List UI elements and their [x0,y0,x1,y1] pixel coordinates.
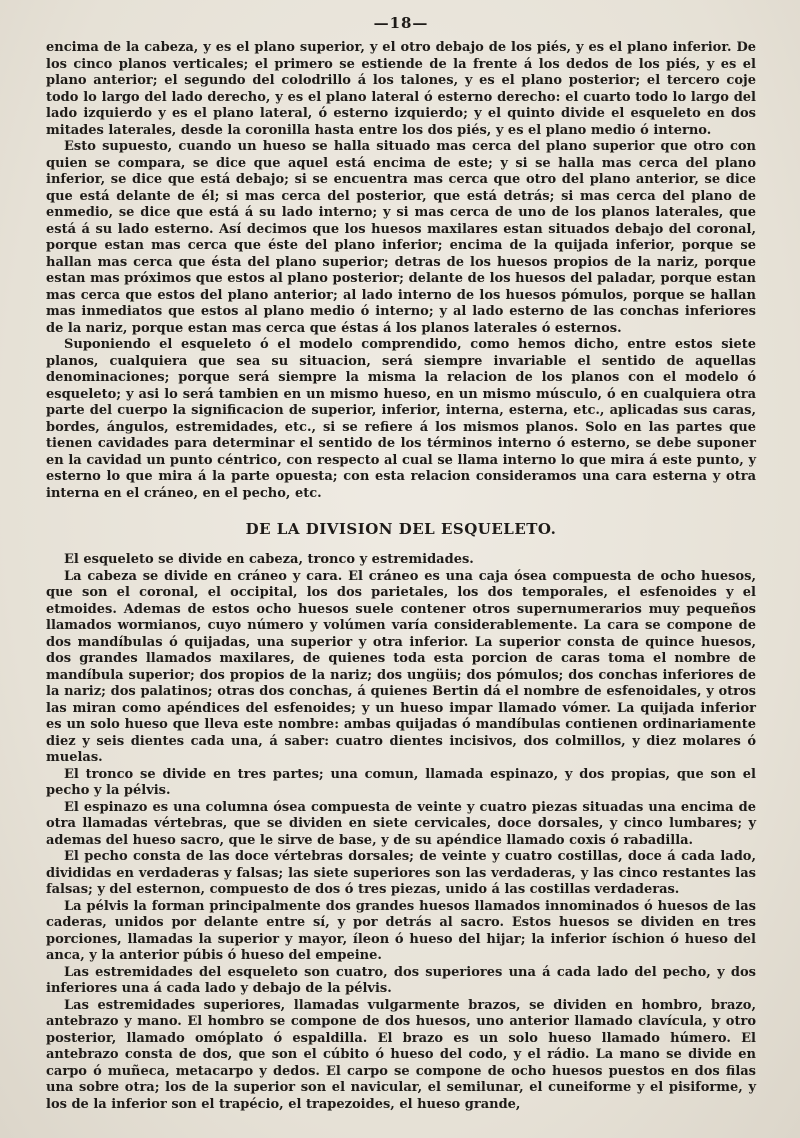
paragraph-upper-extremities: Las estremidades superiores, llamadas vulgarmente brazos, se dividen en hombro, brazo, antebrazo y mano. El hombro se compone de dos huesos, uno anterior llamado clavícula, y otro posterior, llamado omóplato ó espaldilla. El brazo es un solo hueso llamado húmero. El antebrazo consta de dos, que son el cúbito ó hueso del codo, y el rádio. La mano se divide en carpo ó muñeca, metacarpo y dedos. El carpo se compone de ocho huesos puestos en dos filas una sobre otra; los de la superior son el navicular, el semilunar, el cuneiforme y el pisiforme, y los de la inferior son el trapécio, el trapezoides, el hueso grande, [46,997,756,1112]
paragraph-head: La cabeza se divide en cráneo y cara. El cráneo es una caja ósea compuesta de ocho huesos, que son el coronal, el occipital, los dos parietales, los dos temporales, el esfenoides y el etmoides. Ademas de estos ocho huesos suele contener otros supernumerarios muy pequeños llamados wormianos, cuyo número y volúmen varía considerablemente. La cara se compone de dos mandíbulas ó quijadas, una superior y otra inferior. La superior consta de quince huesos, dos grandes llamados maxilares, de quienes toda esta porcion de caras toma el nombre de mandíbula superior; dos propios de la nariz; dos ungüis; dos pómulos; dos conchas inferiores de la nariz; dos palatinos; otras dos conchas, á quienes Bertin dá el nombre de esfenoidales, y otros las miran como apéndices del esfenoides; y un hueso impar llamado vómer. La quijada inferior es un solo hueso que lleva este nombre: ambas quijadas ó mandíbulas contienen ordinariamente diez y seis dientes cada una, á saber: cuatro dientes incisivos, dos colmillos, y diez molares ó muelas. [46,568,756,765]
paragraph-extremities: Las estremidades del esqueleto son cuatro, dos superiores una á cada lado del pecho, y dos inferiores una á cada lado y debajo de la pélvis. [46,964,756,996]
paragraph-relative-position: Esto supuesto, cuando un hueso se halla situado mas cerca del plano superior que otro con quien se compara, se dice que aquel está encima de este; y si se halla mas cerca del plano inferior, se dice que está debajo; si se encuentra mas cerca que otro del plano anterior, se dice que está delante de él; si mas cerca del posterior, que está detrás; si mas cerca del plano de enmedio, se dice que está á su lado interno; y si mas cerca de uno de los planos laterales, que está á su lado esterno. Así decimos que los huesos maxilares estan situados debajo del coronal, porque estan mas cerca que éste del plano inferior; encima de la quijada inferior, porque se hallan mas cerca que ésta del plano superior; detras de los huesos propios de la nariz, porque estan mas próximos que estos al plano posterior; delante de los huesos del paladar, porque estan mas cerca que estos del plano anterior; al lado interno de los huesos pómulos, porque se hallan mas inmediatos que estos al plano medio ó interno; y al lado esterno de las conchas inferiores de la nariz, porque estan mas cerca que éstas á los planos laterales ó esternos. [46,139,756,336]
paragraph-planes: encima de la cabeza, y es el plano superior, y el otro debajo de los piés, y es el plano inferior. De los cinco planos verticales; el primero se estiende de la frente á los dedos de los piés, y es el plano anterior; el segundo del colodrillo á los talones, y es el plano posterior; el tercero coje todo lo largo del lado derecho, y es el plano lateral ó esterno derecho: el cuarto todo lo largo del lado izquierdo y es el plano lateral, ó esterno izquierdo; y el quinto divide el esqueleto en dos mitades laterales, desde la coronilla hasta entre los dos piés, y es el plano medio ó interno. [46,40,756,138]
paragraph-invariable-sense: Suponiendo el esqueleto ó el modelo comprendido, como hemos dicho, entre estos siete planos, cualquiera que sea su situacion, será siempre invariable el sentido de aquellas denominaciones; porque será siempre la misma la relacion de los planos con el modelo ó esqueleto; y asi lo será tambien en un mismo hueso, en un mismo músculo, ó en cualquiera otra parte del cuerpo la significacion de superior, inferior, interna, esterna, etc., aplicadas sus caras, bordes, ángulos, estremidades, etc., si se refiere á los mismos planos. Solo en las partes que tienen cavidades para determinar el sentido de los términos interno ó esterno, se debe suponer en la cavidad un punto céntrico, con respecto al cual se llama interno lo que mira á este punto, y esterno lo que mira á la parte opuesta; con esta relacion consideramos una cara esterna y otra interna en el cráneo, en el pecho, etc. [46,337,756,501]
paragraph-pelvis: La pélvis la forman principalmente dos grandes huesos llamados innominados ó huesos de las caderas, unidos por delante entre sí, y por detrás al sacro. Estos huesos se dividen en tres porciones, llamadas la superior y mayor, íleon ó hueso del hijar; la inferior íschion ó hueso del anca, y la anterior púbis ó hueso del empeine. [46,898,756,963]
paragraph-spine: El espinazo es una columna ósea compuesta de veinte y cuatro piezas situadas una encima de otra llamadas vértebras, que se dividen en siete cervicales, doce dorsales, y cinco lumbares; y ademas del hueso sacro, que le sirve de base, y de su apéndice llamado coxis ó rabadilla. [46,799,756,848]
page-number: —18— [373,14,429,32]
section-title: DE LA DIVISION DEL ESQUELETO. [245,520,557,538]
paragraph-trunk: El tronco se divide en tres partes; una comun, llamada espinazo, y dos propias, que son el pecho y la pélvis. [46,766,756,798]
paragraph-skeleton-division: El esqueleto se divide en cabeza, tronco y estremidades. [64,552,474,567]
paragraph-chest: El pecho consta de las doce vértebras dorsales; de veinte y cuatro costillas, doce á cada lado, divididas en verdaderas y falsas; las siete superiores son las verdaderas, y las cinco restantes las falsas; y del esternon, compuesto de dos ó tres piezas, unido á las costillas verdaderas. [46,849,756,897]
